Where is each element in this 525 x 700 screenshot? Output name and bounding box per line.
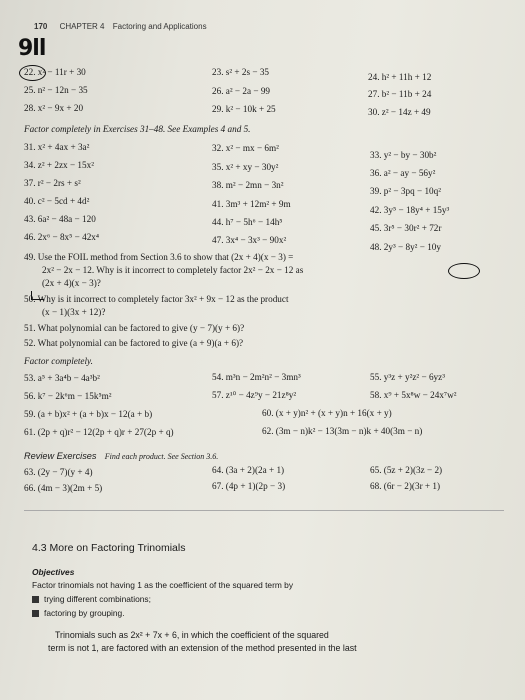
exercise-22: 22. x² − 11r + 30 — [24, 67, 86, 77]
exercise-53: 53. a⁵ + 3a⁴b − 4a³b² — [24, 373, 100, 383]
objective-2-text: factoring by grouping. — [44, 608, 125, 618]
exercise-36: 36. a² − ay − 56y² — [370, 168, 436, 178]
exercise-33: 33. y² − by − 30b² — [370, 150, 437, 160]
exercise-66: 66. (4m − 3)(2m + 5) — [24, 483, 103, 493]
exercise-67: 67. (4p + 1)(2p − 3) — [212, 481, 286, 491]
exercise-27: 27. b² − 11b + 24 — [368, 89, 432, 99]
factor-heading: Factor completely in Exercises 31–48. See Examples 4 and 5. — [24, 124, 251, 134]
chapter-label: CHAPTER 4 — [59, 22, 105, 31]
exercise-49-line1: 49. Use the FOIL method from Section 3.6 to show that (2x + 4)(x − 3) = — [24, 252, 294, 262]
factor-completely-heading: Factor completely. — [24, 356, 93, 366]
exercise-25: 25. n² − 12n − 35 — [24, 85, 88, 95]
exercise-40: 40. c² − 5cd + 4d² — [24, 196, 90, 206]
exercise-42: 42. 3y⁵ − 18y⁴ + 15y³ — [370, 205, 450, 215]
exercise-45: 45. 3r⁵ − 30r² + 72r — [370, 223, 442, 233]
exercise-68: 68. (6r − 2)(3r + 1) — [370, 481, 441, 491]
exercise-30: 30. z² − 14z + 49 — [368, 107, 431, 117]
review-heading — [24, 451, 218, 461]
body-line-2: term is not 1, are factored with an extension of the method presented in the last — [48, 643, 357, 653]
exercise-37: 37. r² − 2rs + s² — [24, 178, 81, 188]
objectives-heading: Objectives — [32, 567, 75, 577]
objective-2-icon — [32, 610, 39, 617]
exercise-52: 52. What polynomial can be factored to give (a + 9)(a + 6)? — [24, 338, 244, 348]
exercise-35: 35. x² + xy − 30y² — [212, 162, 279, 172]
objective-item-2 — [32, 608, 125, 618]
exercise-23: 23. s² + 2s − 35 — [212, 67, 270, 77]
review-label: Review Exercises — [24, 451, 97, 461]
exercise-49-line3: (2x + 4)(x − 3)? — [42, 278, 101, 288]
review-note: Find each product. See Section 3.6. — [104, 452, 219, 461]
chapter-title: Factoring and Applications — [112, 22, 207, 31]
page-number: 170 — [34, 22, 48, 31]
exercise-32: 32. x² − mx − 6m² — [212, 143, 279, 153]
exercise-41: 41. 3m³ + 12m² + 9m — [212, 199, 291, 209]
handwritten-circle-mark-48 — [448, 263, 480, 279]
exercise-47: 47. 3x⁴ − 3x³ − 90x² — [212, 235, 287, 245]
exercise-62: 62. (3m − n)k² − 13(3m − n)k + 40(3m − n) — [262, 426, 423, 436]
exercise-38: 38. m² − 2mn − 3n² — [212, 180, 284, 190]
exercise-24: 24. h² + 11h + 12 — [368, 72, 432, 82]
objective-1-icon — [32, 596, 39, 603]
exercise-61: 61. (2p + q)r² − 12(2p + q)r + 27(2p + q) — [24, 427, 174, 437]
body-line-1: Trinomials such as 2x² + 7x + 6, in which the coefficient of the squared — [55, 630, 329, 640]
exercise-28: 28. x² − 9x + 20 — [24, 103, 84, 113]
exercise-64: 64. (3a + 2)(2a + 1) — [212, 465, 285, 475]
exercise-26: 26. a² − 2a − 99 — [212, 86, 271, 96]
exercise-46: 46. 2x⁶ − 8x⁵ − 42x⁴ — [24, 232, 100, 242]
section-title: 4.3 More on Factoring Trinomials — [32, 542, 186, 554]
section-divider — [24, 510, 504, 511]
objectives-intro: Factor trinomials not having 1 as the coefficient of the squared term by — [32, 580, 294, 590]
exercise-44: 44. h⁷ − 5h⁶ − 14h⁵ — [212, 217, 283, 227]
exercise-31: 31. x² + 4ax + 3a² — [24, 142, 90, 152]
exercise-50-line2: (x − 1)(3x + 12)? — [42, 307, 106, 317]
exercise-65: 65. (5z + 2)(3z − 2) — [370, 465, 443, 475]
exercise-58: 58. x⁹ + 5x⁸w − 24x⁷w² — [370, 390, 457, 400]
exercise-50-line1: 50. Why is it incorrect to completely factor 3x² + 9x − 12 as the product — [24, 294, 289, 304]
exercise-60: 60. (x + y)n² + (x + y)n + 16(x + y) — [262, 408, 392, 418]
exercise-54: 54. m³n − 2m²n² − 3mn³ — [212, 372, 301, 382]
exercise-48: 48. 2y³ − 8y² − 10y — [370, 242, 441, 252]
exercise-34: 34. z² + 2zx − 15x² — [24, 160, 94, 170]
exercise-49-line2: 2x² − 2x − 12. Why is it incorrect to completely factor 2x² − 2x − 12 as — [42, 265, 304, 275]
exercise-59: 59. (a + b)x² + (a + b)x − 12(a + b) — [24, 409, 153, 419]
page-header — [34, 22, 207, 31]
objective-item-1 — [32, 594, 151, 604]
objective-1-text: trying different combinations; — [44, 594, 151, 604]
exercise-63: 63. (2y − 7)(y + 4) — [24, 467, 93, 477]
exercise-56: 56. k⁷ − 2k⁶m − 15k⁵m² — [24, 391, 112, 401]
exercise-39: 39. p² − 3pq − 10q² — [370, 186, 441, 196]
handwritten-title: 9ll — [18, 36, 46, 61]
exercise-43: 43. 6a² − 48a − 120 — [24, 214, 96, 224]
exercise-55: 55. y³z + y²z² − 6yz³ — [370, 372, 445, 382]
exercise-57: 57. z¹⁰ − 4z⁹y − 21z⁸y² — [212, 390, 297, 400]
exercise-29: 29. k² − 10k + 25 — [212, 104, 276, 114]
exercise-51: 51. What polynomial can be factored to give (y − 7)(y + 6)? — [24, 323, 245, 333]
